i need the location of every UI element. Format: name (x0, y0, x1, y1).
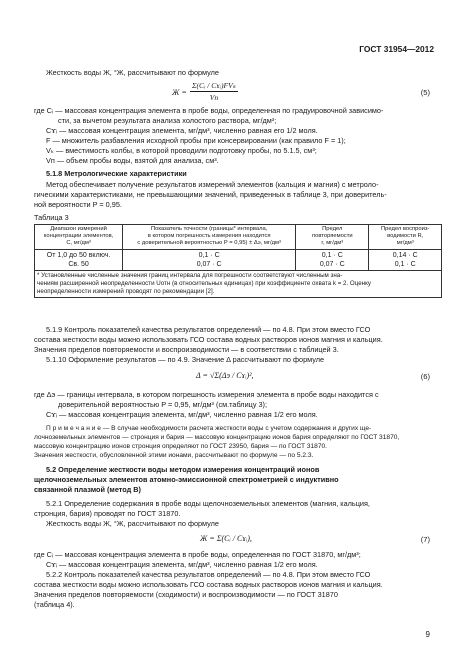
table-header-row (35, 225, 442, 250)
paragraph-line: состава жесткости воды можно использовать ГСО состава водных растворов ионов магния и кальция. (34, 335, 383, 344)
table-cell: 0,14 · C 0,1 · C (369, 249, 442, 270)
table-3 (34, 224, 442, 298)
note-line: лочноземельных элементов — стронция и бария — массовую концентрацию ионов бария определяют по ГОСТ 31870, (34, 434, 400, 441)
paragraph-line: 5.2.2 Контроль показателей качества результатов определений — по 4.8. При этом вместо ГСО (46, 570, 371, 579)
where-line: доверительной вероятностью P = 0,95, мг/дм³ (см.таблицу 3); (58, 400, 268, 409)
paragraph-line: Значения пределов повторяемости (сходимости) и воспроизводимости — по ГОСТ 31870 (34, 590, 338, 599)
where-line: сти, за вычетом результата анализа холостого раствора, мг/дм³; (58, 116, 277, 125)
eq5-numerator: Σ(Cᵢ / Cɤᵢ)FVₖ (192, 81, 236, 90)
where-line: F — множитель разбавления исходной пробы при консервировании (как правило F = 1); (46, 136, 346, 145)
where-line: где Δэ — границы интервала, в котором погрешность измерения элемента в пробе воды находится с (34, 390, 379, 399)
paragraph-line: гическими характеристиками, не превышающими значений, приведенных в таблице 3, при доверитель- (34, 190, 387, 199)
section-heading: 5.2 Определение жесткости воды методом измерения концентраций ионов (46, 465, 320, 474)
where-line: Cɤᵢ — массовая концентрация элемента, мг/дм³, численно равная его 1/2 моля. (46, 126, 318, 135)
note-line: массовую концентрацию ионов стронция определяют по ГОСТ 23950, бария — по ГОСТ 31870. (34, 443, 328, 450)
table-caption: Таблица 3 (34, 213, 69, 222)
table-header-cell: Диапазон измерений концентрации элементов, C, мг/дм³ (35, 225, 123, 250)
table-row (35, 249, 442, 270)
eq6: Δ = √Σ(Δэ / Cɤᵢ)², (196, 371, 254, 380)
eq7-number: (7) (420, 535, 430, 544)
eq5-denominator: Vп (209, 93, 219, 102)
table-header-cell: Показатель точности (границы* интервала, в котором погрешность измерения находится с доверительной вероятностью P = 0,95) ± Δэ, мг/дм³ (123, 225, 296, 250)
table-cell: 0,1 · C 0,07 · C (296, 249, 369, 270)
paragraph-line: стронция, бария) проводят по ГОСТ 31870. (34, 509, 181, 518)
eq7: Ж = Σ(Cᵢ / Cɤᵢ), (200, 534, 252, 543)
paragraph-line: Жесткость воды Ж, °Ж, рассчитывают по формуле (46, 519, 219, 528)
table-footnote: * Установленные численные значения границ интервала для погрешности соответствуют численным зна- чениям расширенной неопределенности Uотн (в относительных единицах) при коэффициенте охвата k = 2. Оценку неопределенности измерений проводят по рекомендации [2]. (35, 270, 442, 297)
paragraph-line: 5.2.1 Определение содержания в пробе воды щелочноземельных элементов (магния, кальция, (46, 499, 370, 508)
paragraph-line: Метод обеспечивает получение результатов измерений элементов (кальция и магния) с метроло- (46, 180, 379, 189)
standard-header: ГОСТ 31954—2012 (359, 44, 434, 54)
paragraph-line: Значения пределов повторяемости и воспроизводимости — в соответствии с таблицей 3. (34, 345, 339, 354)
eq5-number: (5) (420, 88, 430, 97)
page-number: 9 (425, 630, 430, 639)
paragraph-line: ной вероятности P = 0,95. (34, 200, 122, 209)
eq6-number: (6) (420, 372, 430, 381)
table-note-row (35, 270, 442, 297)
paragraph-line: 5.1.10 Оформление результатов — по 4.9. Значение Δ рассчитывают по формуле (46, 355, 325, 364)
where-line: Vп — объем пробы воды, взятой для анализа, см³. (46, 156, 219, 165)
where-line: Cɤᵢ — массовая концентрация элемента, мг/дм³, численно равная 1/2 его моля. (46, 560, 318, 569)
section-heading: связанной плазмой (метод В) (34, 485, 141, 494)
section-heading: 5.1.8 Метрологические характеристики (46, 169, 187, 178)
eq5-fraction (190, 81, 238, 102)
where-line: Cɤᵢ — массовая концентрация элемента, мг/дм³, численно равная 1/2 его моля. (46, 410, 318, 419)
paragraph-line: (таблица 4). (34, 600, 75, 609)
eq5-lhs: Ж = (172, 88, 187, 97)
table-header-cell: Предел повторяемости r, мг/дм³ (296, 225, 369, 250)
formula-intro: Жесткость воды Ж, °Ж, рассчитывают по формуле (46, 68, 219, 77)
note-line: Значения жесткости, обусловленной этими ионами, рассчитывают по формуле — по 5.2.3. (34, 452, 314, 459)
table-cell: 0,1 · C 0,07 · C (123, 249, 296, 270)
section-heading: щелочноземельных элементов атомно-эмиссионной спектрометрией с индуктивно (34, 475, 339, 484)
paragraph-line: 5.1.9 Контроль показателей качества результатов определений — по 4.8. При этом вместо ГСО (46, 325, 371, 334)
table-cell: От 1,0 до 50 включ. Св. 50 (35, 249, 123, 270)
where-line: где Cᵢ — массовая концентрация элемента в пробе воды, определенная по градуировочной зависимо- (34, 106, 384, 115)
where-line: Vₖ — вместимость колбы, в которой проводили подготовку пробы, по 5.1.5, см³; (46, 146, 317, 155)
where-line: где Cᵢ — массовая концентрация элемента в пробе воды, определенная по ГОСТ 31870, мг/дм³; (34, 550, 361, 559)
paragraph-line: состава жесткости воды можно использовать ГСО состава водных растворов ионов магния и кальция. (34, 580, 383, 589)
table-header-cell: Предел воспроиз- водимости R, мг/дм³ (369, 225, 442, 250)
note-line: П р и м е ч а н и е — В случае необходимости расчета жесткости воды с учетом содержания и других ще- (46, 425, 372, 432)
